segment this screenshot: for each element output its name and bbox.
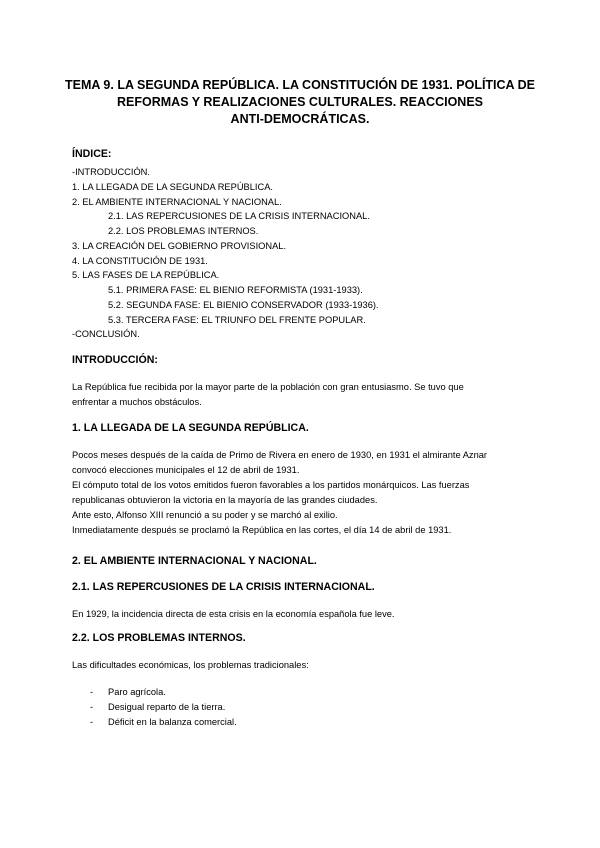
title-line-2: REFORMAS Y REALIZACIONES CULTURALES. REACCIONES [117, 95, 483, 109]
index-subitem: 5.2. SEGUNDA FASE: EL BIENIO CONSERVADOR (1933-1936). [108, 300, 379, 310]
list-item: Paro agrícola. [108, 687, 166, 697]
intro-heading: INTRODUCCIÓN: [72, 354, 158, 366]
index-item: -CONCLUSIÓN. [72, 329, 140, 339]
title-line-1: TEMA 9. LA SEGUNDA REPÚBLICA. LA CONSTITUCIÓN DE 1931. POLÍTICA DE [65, 78, 535, 92]
paragraph-line: En 1929, la incidencia directa de esta crisis en la economía española fue leve. [72, 609, 395, 619]
document-title [60, 77, 540, 128]
paragraph-line: Pocos meses después de la caída de Primo de Rivera en enero de 1930, en 1931 el almirante Aznar [72, 450, 488, 460]
index-heading: ÍNDICE: [72, 148, 112, 160]
index-subitem: 2.1. LAS REPERCUSIONES DE LA CRISIS INTERNACIONAL. [108, 211, 370, 221]
paragraph-line: republicanas obtuvieron la victoria en la mayoría de las grandes ciudades. [72, 495, 378, 505]
paragraph-line: La República fue recibida por la mayor parte de la población con gran entusiasmo. Se tuvo que [72, 382, 464, 392]
index-item: -INTRODUCCIÓN. [72, 167, 150, 177]
index-subitem: 2.2. LOS PROBLEMAS INTERNOS. [108, 226, 259, 236]
list-bullet: - [90, 687, 94, 697]
index-subitem: 5.3. TERCERA FASE: EL TRIUNFO DEL FRENTE POPULAR. [108, 315, 366, 325]
paragraph-line: Inmediatamente después se proclamó la República en las cortes, el día 14 de abril de 1931. [72, 525, 452, 535]
title-line-3: ANTI-DEMOCRÁTICAS. [230, 112, 370, 126]
paragraph-line: Ante esto, Alfonso XIII renunció a su poder y se marchó al exilio. [72, 510, 338, 520]
paragraph-line: enfrentar a muchos obstáculos. [72, 397, 202, 407]
paragraph-line: El cómputo total de los votos emitidos fueron favorables a los partidos monárquicos. Las fuerzas [72, 480, 470, 490]
paragraph-line: convocó elecciones municipales el 12 de abril de 1931. [72, 465, 300, 475]
section-1-heading: 1. LA LLEGADA DE LA SEGUNDA REPÚBLICA. [72, 422, 309, 434]
section-2-heading: 2. EL AMBIENTE INTERNACIONAL Y NACIONAL. [72, 555, 317, 567]
section-2-1-heading: 2.1. LAS REPERCUSIONES DE LA CRISIS INTERNACIONAL. [72, 581, 375, 593]
index-item: 5. LAS FASES DE LA REPÚBLICA. [72, 270, 220, 280]
list-bullet: - [90, 717, 94, 727]
index-item: 4. LA CONSTITUCIÓN DE 1931. [72, 256, 208, 266]
index-item: 1. LA LLEGADA DE LA SEGUNDA REPÚBLICA. [72, 182, 274, 192]
list-item: Desigual reparto de la tierra. [108, 702, 226, 712]
list-bullet: - [90, 702, 94, 712]
index-item: 3. LA CREACIÓN DEL GOBIERNO PROVISIONAL. [72, 241, 287, 251]
paragraph-line: Las dificultades económicas, los problemas tradicionales: [72, 660, 309, 670]
index-item: 2. EL AMBIENTE INTERNACIONAL Y NACIONAL. [72, 197, 282, 207]
index-subitem: 5.1. PRIMERA FASE: EL BIENIO REFORMISTA (1931-1933). [108, 285, 363, 295]
section-2-2-heading: 2.2. LOS PROBLEMAS INTERNOS. [72, 632, 246, 644]
list-item: Déficit en la balanza comercial. [108, 717, 237, 727]
